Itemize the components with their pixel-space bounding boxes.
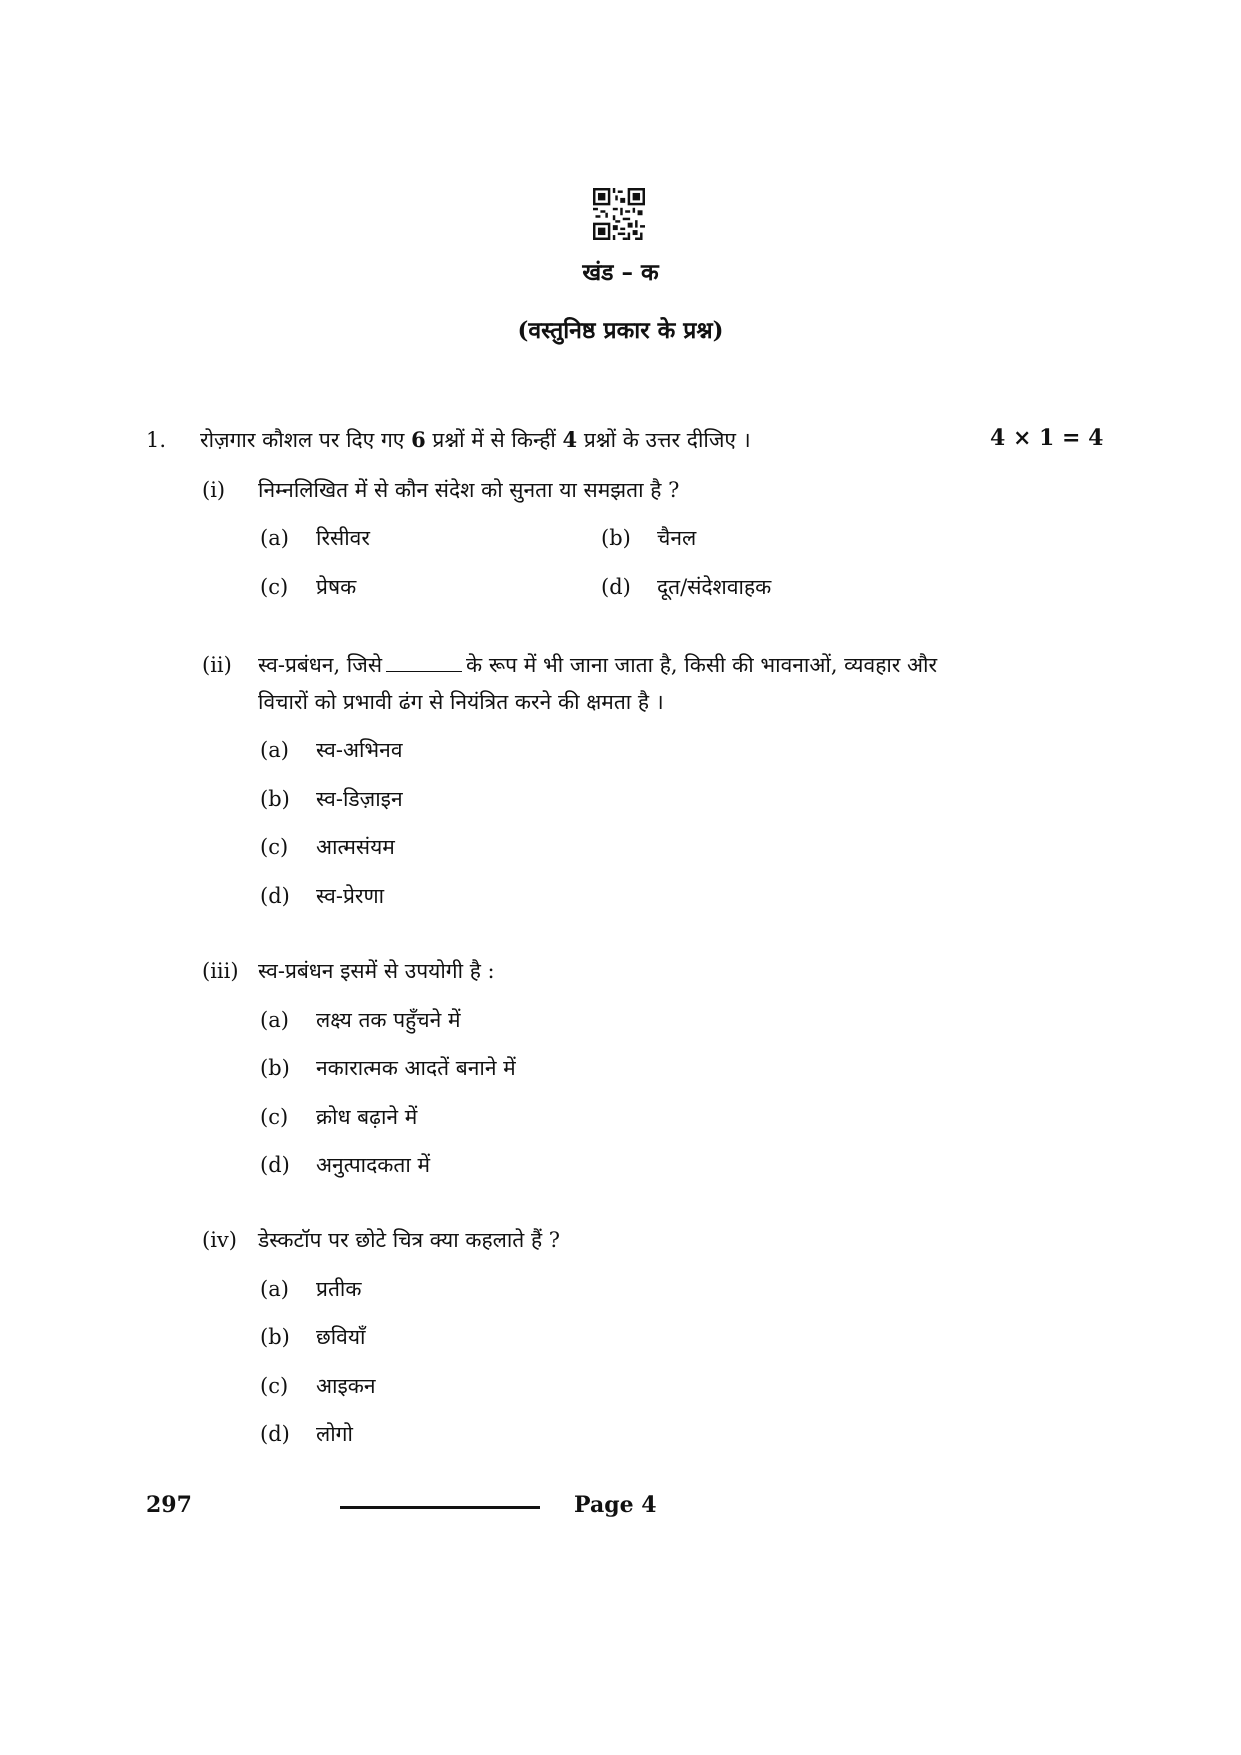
option-text: चैनल <box>657 526 697 550</box>
paper-code: 297 <box>146 1492 192 1518</box>
section-title: खंड – क <box>582 259 659 286</box>
subquestion-text: डेस्कटॉप पर छोटे चित्र क्या कहलाते हैं ? <box>258 1228 561 1252</box>
question-marks: 4 × 1 = 4 <box>990 425 1104 451</box>
subquestion-number: (i) <box>202 478 226 502</box>
option-text: दूत/संदेशवाहक <box>657 575 772 599</box>
option-text: प्रेषक <box>316 575 357 599</box>
subquestion-text: स्व-प्रबंधन, जिसे के रूप में भी जाना जाता है, किसी की भावनाओं, व्यवहार और <box>258 653 938 677</box>
option-label: (d) <box>601 575 631 599</box>
option-text: स्व-अभिनव <box>316 738 403 762</box>
option-text: लक्ष्य तक पहुँचने में <box>316 1008 461 1032</box>
option-label: (c) <box>260 1105 289 1129</box>
question-number: 1. <box>146 428 167 452</box>
option-label: (d) <box>260 884 290 908</box>
subquestion-text: निम्नलिखित में से कौन संदेश को सुनता या समझता है ? <box>258 478 680 502</box>
option-text: नकारात्मक आदतें बनाने में <box>316 1056 516 1080</box>
option-text: अनुत्पादकता में <box>316 1153 431 1177</box>
option-label: (d) <box>260 1422 290 1446</box>
option-text: स्व-प्रेरणा <box>316 884 385 908</box>
qr-code-icon <box>593 188 645 240</box>
footer-divider <box>340 1506 540 1509</box>
option-label: (c) <box>260 1374 289 1398</box>
option-label: (a) <box>260 526 289 550</box>
fill-blank <box>386 653 462 672</box>
option-label: (a) <box>260 738 289 762</box>
subquestion-text-line2: विचारों को प्रभावी ढंग से नियंत्रित करने की क्षमता है । <box>258 690 664 714</box>
option-label: (c) <box>260 575 289 599</box>
option-text: आत्मसंयम <box>316 835 395 859</box>
option-label: (b) <box>260 787 290 811</box>
page-number: Page 4 <box>574 1492 657 1518</box>
option-label: (d) <box>260 1153 290 1177</box>
subquestion-number: (iii) <box>202 959 239 983</box>
section-subtitle: (वस्तुनिष्ठ प्रकार के प्रश्न) <box>517 317 724 344</box>
option-label: (a) <box>260 1008 289 1032</box>
option-label: (b) <box>260 1325 290 1349</box>
option-label: (b) <box>601 526 631 550</box>
option-text: रिसीवर <box>316 526 370 550</box>
option-text: प्रतीक <box>316 1277 362 1301</box>
subquestion-number: (ii) <box>202 653 232 677</box>
option-label: (a) <box>260 1277 289 1301</box>
subquestion-number: (iv) <box>202 1228 237 1252</box>
option-text: आइकन <box>316 1374 376 1398</box>
subquestion-text: स्व-प्रबंधन इसमें से उपयोगी है : <box>258 959 495 983</box>
option-text: छवियाँ <box>316 1325 366 1349</box>
question-instruction: रोज़गार कौशल पर दिए गए 6 प्रश्नों में से किन्हीं 4 प्रश्नों के उत्तर दीजिए । <box>200 427 751 452</box>
option-text: क्रोध बढ़ाने में <box>316 1105 418 1129</box>
option-label: (c) <box>260 835 289 859</box>
option-text: लोगो <box>316 1422 353 1446</box>
option-text: स्व-डिज़ाइन <box>316 787 403 811</box>
option-label: (b) <box>260 1056 290 1080</box>
